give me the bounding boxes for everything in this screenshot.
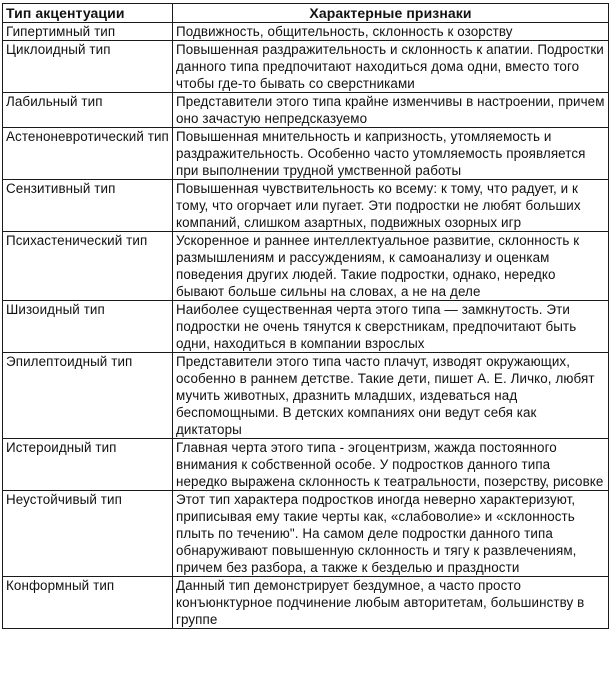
type-cell: Конформный тип — [3, 577, 173, 629]
type-cell: Гипертимный тип — [3, 23, 173, 41]
traits-cell: Подвижность, общительность, склонность к озорству — [173, 23, 609, 41]
traits-cell: Представители этого типа крайне изменчивы в настроении, причем оно зачастую непредсказуемо — [173, 93, 609, 128]
type-cell: Астеноневротический тип — [3, 128, 173, 180]
traits-cell: Повышенная мнительность и капризность, утомляемость и раздражительность. Особенно часто утомляемость проявляется при выполнении трудной умственной работы — [173, 128, 609, 180]
type-cell: Истероидный тип — [3, 439, 173, 491]
type-cell: Шизоидный тип — [3, 301, 173, 353]
type-cell: Неустойчивый тип — [3, 491, 173, 577]
type-cell: Эпилептоидный тип — [3, 353, 173, 439]
type-cell: Циклоидный тип — [3, 41, 173, 93]
table-row — [3, 128, 609, 180]
table-row — [3, 439, 609, 491]
traits-cell: Повышенная чувствительность ко всему: к тому, что радует, и к тому, что огорчает или пугает. Эти подростки не любят больших компаний, слишком азартных, подвижных озорных игр — [173, 180, 609, 232]
traits-cell: Главная черта этого типа - эгоцентризм, жажда постоянного внимания к собственной особе. У подростков данного типа нередко выражена склонность к театральности, позерству, рисовке — [173, 439, 609, 491]
table-row — [3, 353, 609, 439]
traits-cell: Данный тип демонстрирует бездумное, а часто просто конъюнктурное подчинение любым авторитетам, большинству в группе — [173, 577, 609, 629]
table-row — [3, 232, 609, 301]
traits-cell: Повышенная раздражительность и склонность к апатии. Подростки данного типа предпочитают находиться дома одни, вместо того чтобы где-то бывать со сверстниками — [173, 41, 609, 93]
type-cell: Сензитивный тип — [3, 180, 173, 232]
header-row — [3, 4, 609, 23]
traits-cell: Ускоренное и раннее интеллектуальное развитие, склонность к размышлениям и рассуждениям, к самоанализу и оценкам поведения других людей. Такие подростки, однако, нередко бывают больше сильны на словах, а не на деле — [173, 232, 609, 301]
table-body — [3, 23, 609, 629]
type-cell: Лабильный тип — [3, 93, 173, 128]
header-type: Тип акцентуации — [3, 4, 173, 23]
table-row — [3, 491, 609, 577]
table-row — [3, 180, 609, 232]
traits-cell: Этот тип характера подростков иногда неверно характеризуют, приписывая ему такие черты как, «слабоволие» и «склонность плыть по течению". На самом деле подростки данного типа обнаруживают повышенную склонность и тягу к развлечениям, причем без разбора, а также к безделью и праздности — [173, 491, 609, 577]
type-cell: Психастенический тип — [3, 232, 173, 301]
table-row — [3, 301, 609, 353]
traits-cell: Наиболее существенная черта этого типа — замкнутость. Эти подростки не очень тянутся к сверстникам, предпочитают быть одни, находиться в компании взрослых — [173, 301, 609, 353]
header-traits: Характерные признаки — [173, 4, 609, 23]
table-row — [3, 93, 609, 128]
table-row — [3, 23, 609, 41]
traits-cell: Представители этого типа часто плачут, изводят окружающих, особенно в раннем детстве. Такие дети, пишет А. Е. Личко, любят мучить животных, дразнить младших, издеваться над беспомощными. В детских компаниях они ведут себя как диктаторы — [173, 353, 609, 439]
table-header — [3, 4, 609, 23]
accentuation-table — [2, 3, 609, 629]
table-row — [3, 41, 609, 93]
table-row — [3, 577, 609, 629]
